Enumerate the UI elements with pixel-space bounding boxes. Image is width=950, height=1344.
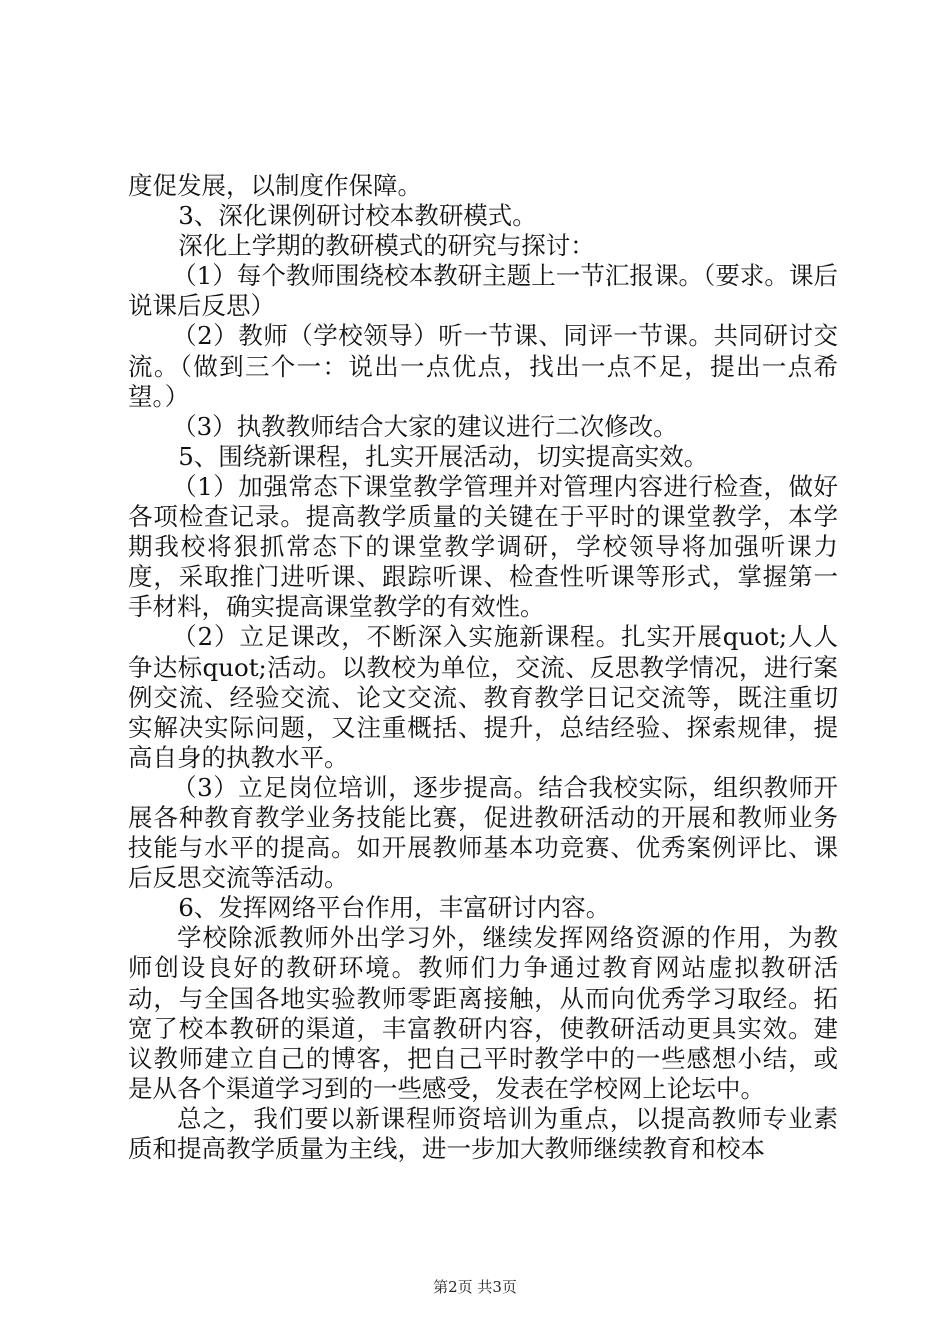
page-footer: 第2页 共3页: [433, 1278, 517, 1296]
paragraph-2: 3、深化课例研讨校本教研模式。: [178, 201, 537, 231]
paragraph-1: 度促发展，以制度作保障。: [128, 171, 422, 200]
paragraph-6: （3）执教教师结合大家的建议进行二次修改。: [172, 411, 678, 441]
document-body: [128, 171, 838, 1164]
paragraph-10: （3）立足岗位培训，逐步提高。结合我校实际，组织教师开展各种教育教学业务技能比赛，促进教研活动的开展和教师业务技能与水平的提高。如开展教师基本功竞赛、优秀案例评比、课后反思交流等活动。: [128, 772, 838, 893]
paragraph-7: 5、围绕新课程，扎实开展活动，切实提高实效。: [178, 441, 709, 471]
paragraph-4: （1）每个教师围绕校本教研主题上一节汇报课。（要求。课后说课后反思）: [128, 261, 838, 321]
paragraph-5: （2）教师（学校领导）听一节课、同评一节课。共同研讨交流。（做到三个一：说出一点优点，找出一点不足，提出一点希望。）: [128, 321, 838, 411]
paragraph-13: 总之，我们要以新课程师资培训为重点，以提高教师专业素质和提高教学质量为主线，进一步加大教师继续教育和校本: [128, 1103, 838, 1163]
paragraph-3: 深化上学期的教研模式的研究与探讨：: [178, 231, 595, 261]
paragraph-12: 学校除派教师外出学习外，继续发挥网络资源的作用，为教师创设良好的教研环境。教师们力争通过教育网站虚拟教研活动，与全国各地实验教师零距离接触，从而向优秀学习取经。拓宽了校本教研的渠道，丰富教研内容，使教研活动更具实效。建议教师建立自己的博客，把自己平时教学中的一些感想小结，或是从各个渠道学习到的一些感受，发表在学校网上论坛中。: [128, 923, 838, 1103]
paragraph-9: （2）立足课改，不断深入实施新课程。扎实开展quot;人人争达标quot;活动。以教校为单位，交流、反思教学情况，进行案例交流、经验交流、论文交流、教育教学日记交流等，既注重切实解决实际问题，又注重概括、提升，总结经验、探索规律，提高自身的执教水平。: [128, 622, 838, 772]
paragraph-11: 6、发挥网络平台作用，丰富研讨内容。: [178, 893, 611, 923]
paragraph-8: （1）加强常态下课堂教学管理并对管理内容进行检查，做好各项检查记录。提高教学质量的关键在于平时的课堂教学，本学期我校将狠抓常态下的课堂教学调研，学校领导将加强听课力度，采取推门进听课、跟踪听课、检查性听课等形式，掌握第一手材料，确实提高课堂教学的有效性。: [128, 471, 838, 622]
